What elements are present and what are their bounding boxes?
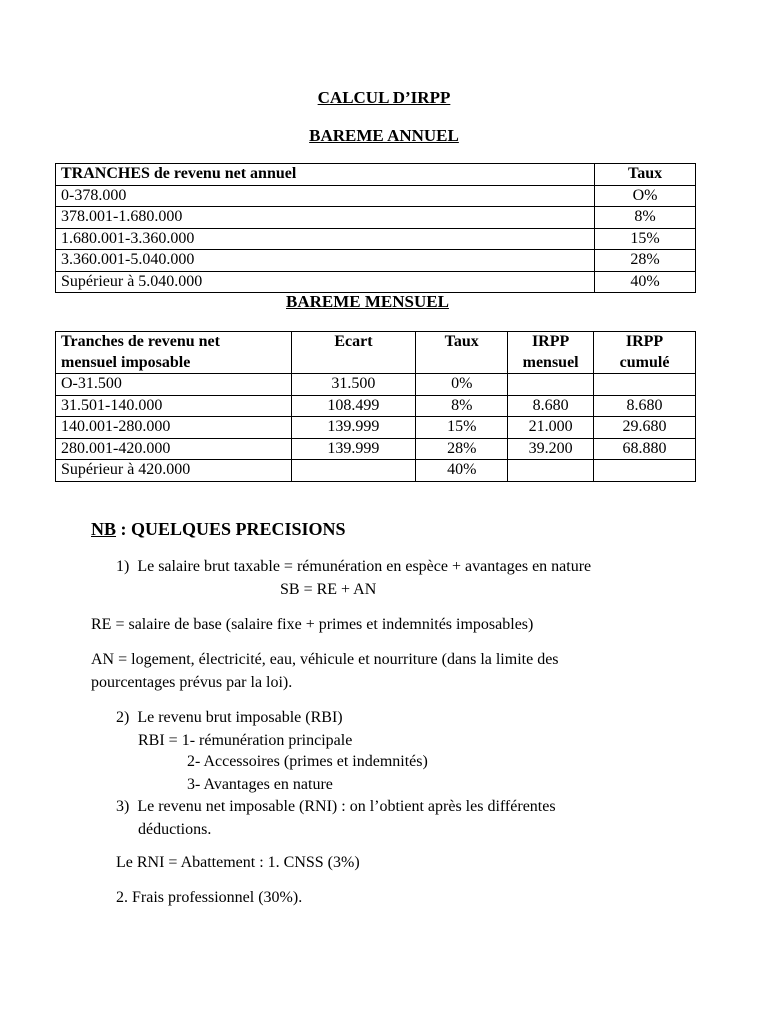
monthly-col-cumul bbox=[594, 332, 696, 374]
monthly-rate-cell: 40% bbox=[416, 460, 508, 482]
monthly-gap-cell: 108.499 bbox=[291, 395, 416, 417]
note-item-1-formula: SB = RE + AN bbox=[280, 581, 377, 598]
monthly-range-cell: 280.001-420.000 bbox=[56, 438, 292, 460]
table-row bbox=[56, 395, 696, 417]
annual-rate-cell: 8% bbox=[595, 207, 696, 229]
note-rni: Le RNI = Abattement : 1. CNSS (3%) bbox=[116, 854, 360, 871]
annual-col-range: TRANCHES de revenu net annuel bbox=[56, 164, 595, 186]
monthly-irpp-cell: 21.000 bbox=[508, 417, 594, 439]
note-an-definition-line1: AN = logement, électricité, eau, véhicule et nourriture (dans la limite des bbox=[91, 651, 559, 668]
nb-heading bbox=[91, 519, 346, 540]
monthly-col-range-line1: Tranches de revenu net bbox=[61, 333, 220, 350]
monthly-gap-cell: 139.999 bbox=[291, 438, 416, 460]
monthly-col-range-line2: mensuel imposable bbox=[61, 353, 191, 371]
annual-range-cell: 0-378.000 bbox=[56, 185, 595, 207]
note-an-definition-line2: pourcentages prévus par la loi). bbox=[91, 674, 293, 691]
note-rbi-2: 2- Accessoires (primes et indemnités) bbox=[187, 753, 428, 770]
annual-range-cell: Supérieur à 5.040.000 bbox=[56, 271, 595, 293]
note-re-definition: RE = salaire de base (salaire fixe + primes et indemnités imposables) bbox=[91, 616, 534, 633]
monthly-rate-cell: 28% bbox=[416, 438, 508, 460]
monthly-col-irpp-line1: IRPP bbox=[531, 333, 570, 350]
monthly-cumul-cell bbox=[594, 460, 696, 482]
monthly-col-range bbox=[56, 332, 292, 374]
nb-label: NB bbox=[91, 519, 117, 539]
annual-table bbox=[55, 163, 696, 293]
monthly-rate-cell: 15% bbox=[416, 417, 508, 439]
note-item-3-line1: 3) Le revenu net imposable (RNI) : on l’obtient après les différentes bbox=[116, 798, 556, 815]
table-row bbox=[56, 250, 696, 272]
table-row bbox=[56, 228, 696, 250]
annual-range-cell: 1.680.001-3.360.000 bbox=[56, 228, 595, 250]
monthly-col-cumul-line1: IRPP bbox=[625, 333, 664, 350]
note-frais: 2. Frais professionnel (30%). bbox=[116, 889, 303, 906]
table-row bbox=[56, 417, 696, 439]
table-row bbox=[56, 207, 696, 229]
monthly-range-cell: 140.001-280.000 bbox=[56, 417, 292, 439]
annual-rate-cell: O% bbox=[595, 185, 696, 207]
annual-range-cell: 378.001-1.680.000 bbox=[56, 207, 595, 229]
table-row bbox=[56, 271, 696, 293]
monthly-range-cell: 31.501-140.000 bbox=[56, 395, 292, 417]
monthly-cumul-cell: 8.680 bbox=[594, 395, 696, 417]
monthly-table bbox=[55, 331, 696, 482]
monthly-rate-cell: 0% bbox=[416, 374, 508, 396]
monthly-col-irpp bbox=[508, 332, 594, 374]
note-item-3-line2: déductions. bbox=[138, 821, 212, 838]
monthly-range-cell: O-31.500 bbox=[56, 374, 292, 396]
table-row bbox=[56, 374, 696, 396]
note-rbi-1: RBI = 1- rémunération principale bbox=[138, 732, 353, 749]
monthly-gap-cell bbox=[291, 460, 416, 482]
monthly-range-cell: Supérieur à 420.000 bbox=[56, 460, 292, 482]
monthly-rate-cell: 8% bbox=[416, 395, 508, 417]
monthly-cumul-cell: 29.680 bbox=[594, 417, 696, 439]
annual-rate-cell: 28% bbox=[595, 250, 696, 272]
annual-header-row bbox=[56, 164, 696, 186]
monthly-col-gap: Ecart bbox=[291, 332, 416, 374]
monthly-col-irpp-line2: mensuel bbox=[522, 353, 579, 371]
monthly-cumul-cell bbox=[594, 374, 696, 396]
table-row bbox=[56, 438, 696, 460]
note-item-1: 1) Le salaire brut taxable = rémunération en espèce + avantages en nature bbox=[116, 558, 592, 575]
table-row bbox=[56, 185, 696, 207]
note-item-2: 2) Le revenu brut imposable (RBI) bbox=[116, 709, 343, 726]
monthly-header-row bbox=[56, 332, 696, 374]
monthly-heading: BAREME MENSUEL bbox=[286, 292, 449, 311]
monthly-irpp-cell: 39.200 bbox=[508, 438, 594, 460]
monthly-irpp-cell: 8.680 bbox=[508, 395, 594, 417]
annual-heading: BAREME ANNUEL bbox=[309, 126, 459, 145]
note-rbi-3: 3- Avantages en nature bbox=[187, 776, 333, 793]
monthly-irpp-cell bbox=[508, 374, 594, 396]
monthly-gap-cell: 31.500 bbox=[291, 374, 416, 396]
annual-rate-cell: 40% bbox=[595, 271, 696, 293]
page-title: CALCUL D’IRPP bbox=[317, 88, 451, 107]
annual-col-rate: Taux bbox=[595, 164, 696, 186]
monthly-col-cumul-line2: cumulé bbox=[619, 353, 670, 371]
table-row bbox=[56, 460, 696, 482]
monthly-cumul-cell: 68.880 bbox=[594, 438, 696, 460]
monthly-gap-cell: 139.999 bbox=[291, 417, 416, 439]
annual-rate-cell: 15% bbox=[595, 228, 696, 250]
monthly-irpp-cell bbox=[508, 460, 594, 482]
monthly-col-rate: Taux bbox=[416, 332, 508, 374]
annual-range-cell: 3.360.001-5.040.000 bbox=[56, 250, 595, 272]
nb-rest: : QUELQUES PRECISIONS bbox=[116, 519, 346, 539]
